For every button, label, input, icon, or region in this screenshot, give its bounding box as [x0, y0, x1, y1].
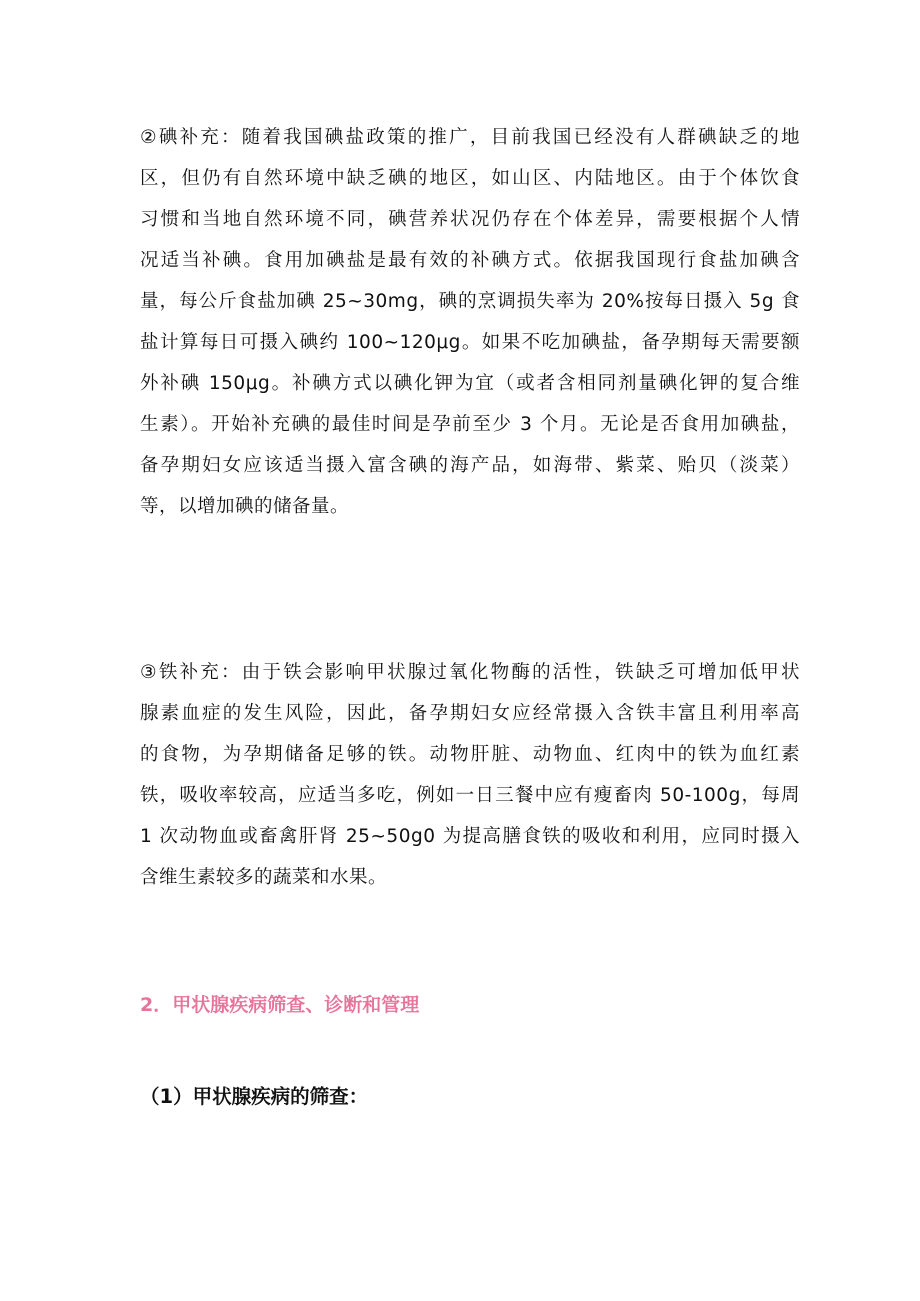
paragraph-line: 的食物，为孕期储备足够的铁。动物肝脏、动物血、红肉中的铁为血红素 — [140, 744, 800, 765]
paragraph-line: ②碘补充：随着我国碘盐政策的推广，目前我国已经没有人群碘缺乏的地 — [140, 127, 800, 148]
paragraph-line: 生素）。开始补充碘的最佳时间是孕前至少 3 个月。无论是否食用加碘盐， — [140, 414, 800, 435]
iodine-supplement-paragraph — [140, 117, 800, 527]
paragraph-line: 习惯和当地自然环境不同，碘营养状况仍存在个体差异，需要根据个人情 — [140, 209, 800, 230]
paragraph-line: 况适当补碘。食用加碘盐是最有效的补碘方式。依据我国现行食盐加碘含 — [140, 250, 800, 271]
paragraph-line: ③铁补充：由于铁会影响甲状腺过氧化物酶的活性，铁缺乏可增加低甲状 — [140, 662, 800, 683]
paragraph-line: 备孕期妇女应该适当摄入富含碘的海产品，如海带、紫菜、贻贝（淡菜） — [140, 455, 800, 476]
paragraph-line: 量，每公斤食盐加碘 25~30mg，碘的烹调损失率为 20%按每日摄入 5g 食 — [140, 291, 800, 312]
section-heading: 2．甲状腺疾病筛查、诊断和管理 — [140, 994, 420, 1016]
paragraph-line: 盐计算每日可摄入碘约 100~120μg。如果不吃加碘盐，备孕期每天需要额 — [140, 332, 800, 353]
iron-supplement-paragraph — [140, 652, 800, 898]
paragraph-line: 铁，吸收率较高，应适当多吃，例如一日三餐中应有瘦畜肉 50-100g，每周 — [140, 785, 800, 806]
paragraph-line: 外补碘 150μg。补碘方式以碘化钾为宜（或者含相同剂量碘化钾的复合维 — [140, 373, 800, 394]
paragraph-line: 含维生素较多的蔬菜和水果。 — [140, 867, 388, 888]
paragraph-line: 1 次动物血或畜禽肝肾 25~50g0 为提高膳食铁的吸收和利用，应同时摄入 — [140, 826, 800, 847]
paragraph-line: 区，但仍有自然环境中缺乏碘的地区，如山区、内陆地区。由于个体饮食 — [140, 168, 800, 189]
paragraph-line: 等，以增加碘的储备量。 — [140, 496, 350, 517]
sub-heading: （1）甲状腺疾病的筛查： — [140, 1085, 369, 1108]
paragraph-line: 腺素血症的发生风险，因此，备孕期妇女应经常摄入含铁丰富且利用率高 — [140, 703, 800, 724]
